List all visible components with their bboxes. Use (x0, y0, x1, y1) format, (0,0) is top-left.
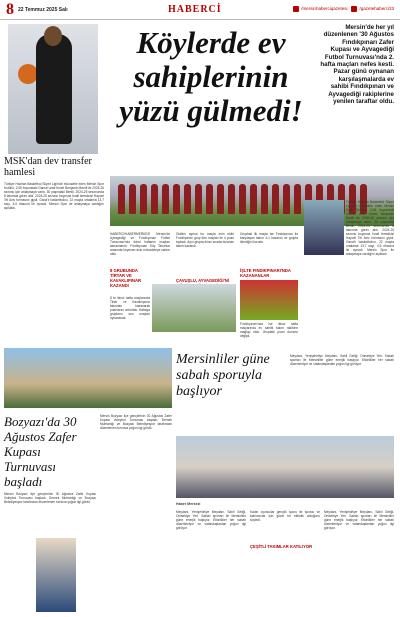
sport-headline: Mersinliler güne sabah sporuyla başlıyor (176, 352, 270, 399)
volleyball-player-photo (36, 538, 76, 612)
subhead-volley: ÇEŞİTLİ TAKIMLAR KATILIYOR (250, 544, 313, 549)
photo-caption: Haber Merkezi (176, 502, 201, 506)
basketball (18, 64, 38, 84)
page-header (0, 0, 400, 20)
transfer-headline: MSK'dan dev transfer hamlesi (4, 156, 92, 178)
twitter-icon (351, 6, 357, 12)
page-number: 8 (6, 0, 14, 18)
player-photo (8, 24, 98, 154)
main-headline: Köylerde ev sahiplerinin yüzü gülmedi! (119, 25, 303, 128)
facebook-icon (293, 6, 299, 12)
morning-sport-photo (176, 436, 394, 498)
team-photo-4 (304, 200, 344, 255)
lead-article-col3: Gruptaki ilk maçta ise Fındıkpınarı ile karşılaşan takım 4-1 kazandı ve grupta liderliğini korudu. (240, 232, 298, 244)
bozyazi-article: Mersin Bozyazı ilçe gençlerinin 30 Ağustos Zafer Kupası Voleybol Turnuvası başladı. Dernek Muhtarlığı ve Bozyazı Belediyespor tarafından düzenlenen turnuva yoğun ilgi gördü. (4, 492, 96, 504)
team-photo-2 (152, 284, 236, 332)
facebook-link[interactable]: /mersinhaberciqazetesi (293, 6, 347, 12)
lead-article-col5: Fındıkpınarı'nda ise ikinci hafta maçlarında ev sahibi takım rakibine mağlup oldu. Gruptaki puan durumu değişti. (240, 322, 298, 338)
twitter-link[interactable]: /gazetehaberci33 (351, 6, 394, 12)
lead-article-col4: 8 te ikinci hafta maçlarında Tirtar ve Kavaklıpınar takımları kazanarak puanlarını artırdılar. Haftaya grupların son maçları oynanacak. (110, 296, 150, 320)
subhead-grubunda: 8 GRUBUNDA TİRTAR VE KAVAKLIPINAR KAZANDI (110, 268, 142, 288)
lead-summary: Mersin'de her yıl düzenlenen '30 Ağustos Fındıkpınarı Zafer Kupası ve Ayvagediği Futbol Turnuvası'nda 2. hafta maçları nefes kesti. Pazar günü oynanan karşılaşmalarda ev sahibi Fındıkpınarı ve Ayvagediği rakiplerine yenilen taraftar oldu. (320, 24, 394, 106)
lead-article-col1: HABERCİ/HABERMERKEZİ Mersin'de Ayvagediği ve Fındıkpınarı Futbol Turnuvası'nda ikinci haftanın maçları tamamlandı. Fındıkpınarı Köy Takımlar arasında heyecan dolu mücadeleye sahne oldu. (110, 232, 170, 256)
sport-article-2: Meydanı, Yenişehirliye Meydanı, Sahil Geliği, Onisebiye Yeri. Sabah sporları ile Mersinliler güne enerjik başlıyor. Etkinlikler her sabah düzenleniyor ve vatandaşlardan yoğun ilgi görüyor. (176, 510, 246, 530)
lead-article-col2: Gidilen ayrıca bu maçta evin ekibi Fındıkpınarı grup tüm maçları ile 4 puan topladı. Aynı grupta ikinci sırada bulunan takım kazandı. (176, 232, 234, 248)
issue-date: 22 Temmuz 2025 Salı (18, 6, 68, 13)
volleyball-photo (4, 348, 172, 408)
bozyazi-article-2: Mersin Bozyazı ilçe gençlerinin 30 Ağustos Zafer Kupası Voleybol Turnuvası başladı. Dernek Muhtarlığı ve Bozyazı Belediyespor tarafından düzenlenen turnuva yoğun ilgi gördü. (100, 414, 172, 430)
bozyazi-headline: Bozyazı'da 30 Ağustos Zafer Kupası Turnuvası başladı (4, 414, 77, 489)
sport-article-4: Meydanı, Yenişehirliye Meydanı, Sahil Geliği, Onisebiye Yeri. Sabah sporları ile Mersinliler güne enerjik başlıyor. Etkinlikler her sabah düzenleniyor ve vatandaşlardan yoğun ilgi görüyor. (324, 510, 394, 530)
sport-article-3: Kadın oyuncular gençlik sporu ile sporcu ve katılımcılar için güzel bir etkinlik olduğunu söyledi. (250, 510, 320, 522)
subhead-cavuslu: ÇAVUŞLU, AYVAGEDİĞİ'Nİ (176, 278, 229, 283)
subhead-findikpinari: İŞLTE FINDIKPINARI'NDA KAZANANLAR (240, 268, 291, 278)
transfer-article: Türkiye Haziran Basketbol Süper Ligi'nde mücadele eden Mersin Spor Kulübü, 2,06 boyundaki Gamal uzak forvet Benjamin Bentil ile 2025-26 sezonu için anlaşmaya vardı. 30 yaşındaki Bentil, 2024-25 sezonunda 8 takımda görev aldı. 2024-25 sezonu boyunca İsrail temsilcisi Hapoel Tel Aviv formasını giydi. Gana'lı basketbolcu, 22 maçta ortalama 13,7 sayı, 4,5 ribaund ile oynadı. Mersin Spor ile anlaşmaya vardığını açıkladı. (4, 182, 104, 210)
right-column-text: Türkiye Haziran Basketbol Süper Ligi'nde mücadele eden Mersin Spor Kulübü, 2,06 boyundaki Gamal uzak forvet Benjamin Bentil ile 2025-26 sezonu için anlaşmaya vardı. 30 yaşındaki Bentil, 2024-25 sezonunda 8 takımda görev aldı. 2024-25 sezonu boyunca İsrail temsilcisi Hapoel Tel Aviv formasını giydi. Gana'lı basketbolcu, 22 maçta ortalama 13,7 sayı, 4,5 ribaund ile oynadı. Mersin Spor ile anlaşmaya vardığını açıkladı. (346, 200, 394, 256)
team-photo-3 (240, 280, 298, 320)
brand-logo: HABERCİ (168, 4, 222, 15)
social-links (293, 6, 394, 12)
sport-article: Meydanı, Yenişehirliye Meydanı, Sahil Geliği, Onisebiye Yeri. Sabah sporları ile Mersinliler güne enerjik başlıyor. Etkinlikler her sabah düzenleniyor ve vatandaşlardan yoğun ilgi görüyor. (290, 354, 394, 366)
